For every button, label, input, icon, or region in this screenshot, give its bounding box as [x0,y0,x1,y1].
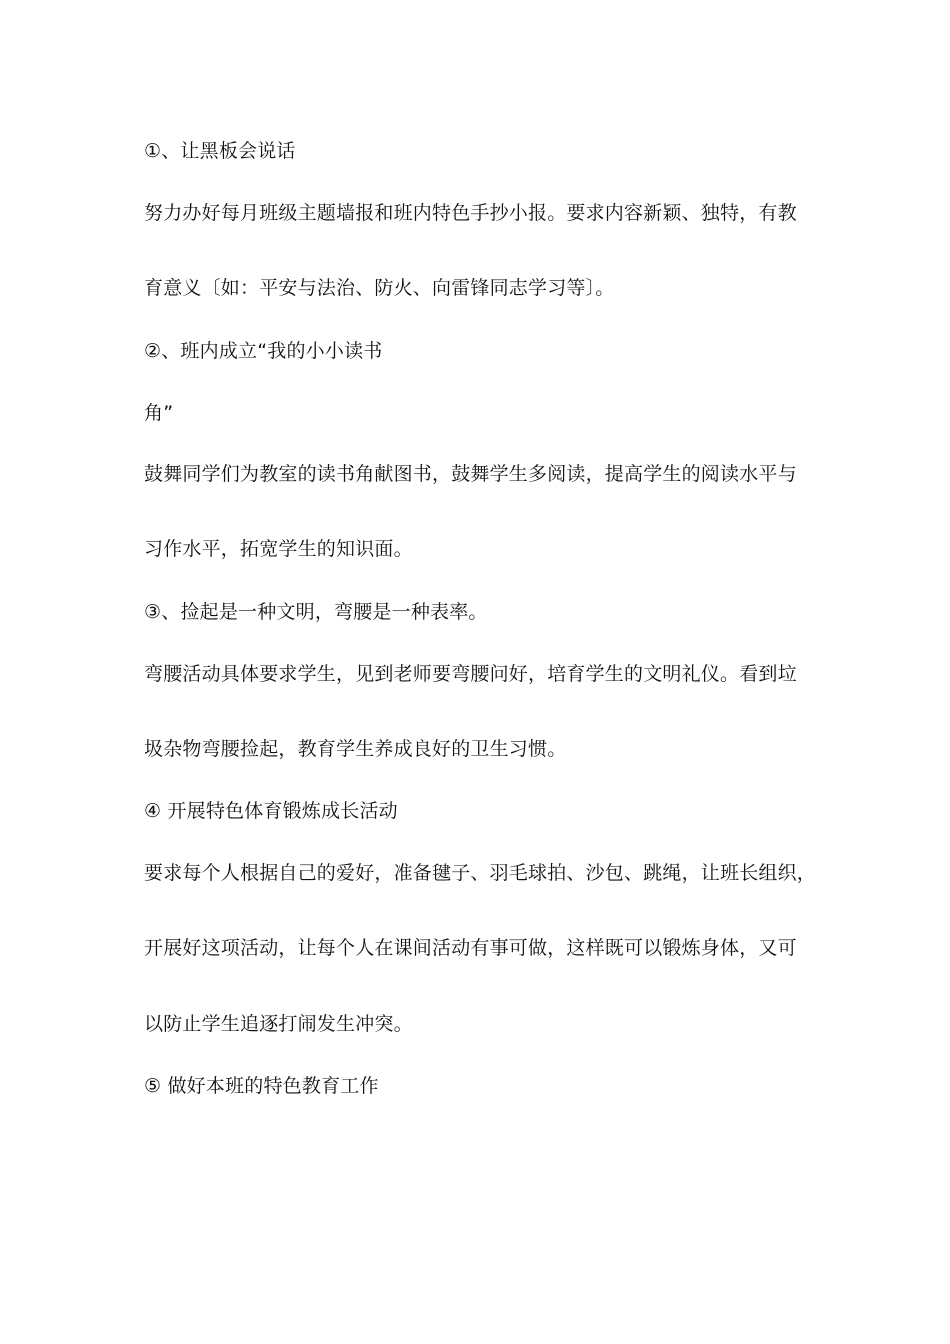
section-heading-4: ④ 开展特色体育锻炼成长活动 [144,800,398,822]
paragraph-3-line-2: 圾杂物弯腰捡起，教育学生养成良好的卫生习惯。 [144,738,567,760]
section-heading-2: ②、班内成立“我的小小读书 [144,340,383,362]
paragraph-1-line-1: 努力办好每月班级主题墙报和班内特色手抄小报。要求内容新颖、独特，有教 [144,202,797,224]
paragraph-3-line-1: 弯腰活动具体要求学生，见到老师要弯腰问好，培育学生的文明礼仪。看到垃 [144,663,797,685]
paragraph-4-line-2: 开展好这项活动，让每个人在课间活动有事可做，这样既可以锻炼身体，又可 [144,937,797,959]
paragraph-2-line-1: 鼓舞同学们为教室的读书角献图书，鼓舞学生多阅读，提高学生的阅读水平与 [144,463,797,485]
section-heading-1: ①、让黑板会说话 [144,140,296,162]
section-heading-2-continued: 角” [144,402,174,424]
paragraph-4-line-3: 以防止学生追逐打闹发生冲突。 [144,1013,413,1035]
section-heading-5: ⑤ 做好本班的特色教育工作 [144,1075,379,1097]
paragraph-2-line-2: 习作水平，拓宽学生的知识面。 [144,538,413,560]
paragraph-4-line-1: 要求每个人根据自己的爱好，准备毽子、羽毛球拍、沙包、跳绳，让班长组织， [144,862,817,884]
section-heading-3: ③、捡起是一种文明，弯腰是一种表率。 [144,601,488,623]
paragraph-1-line-2: 育意义〔如：平安与法治、防火、向雷锋同志学习等〕。 [144,277,615,299]
